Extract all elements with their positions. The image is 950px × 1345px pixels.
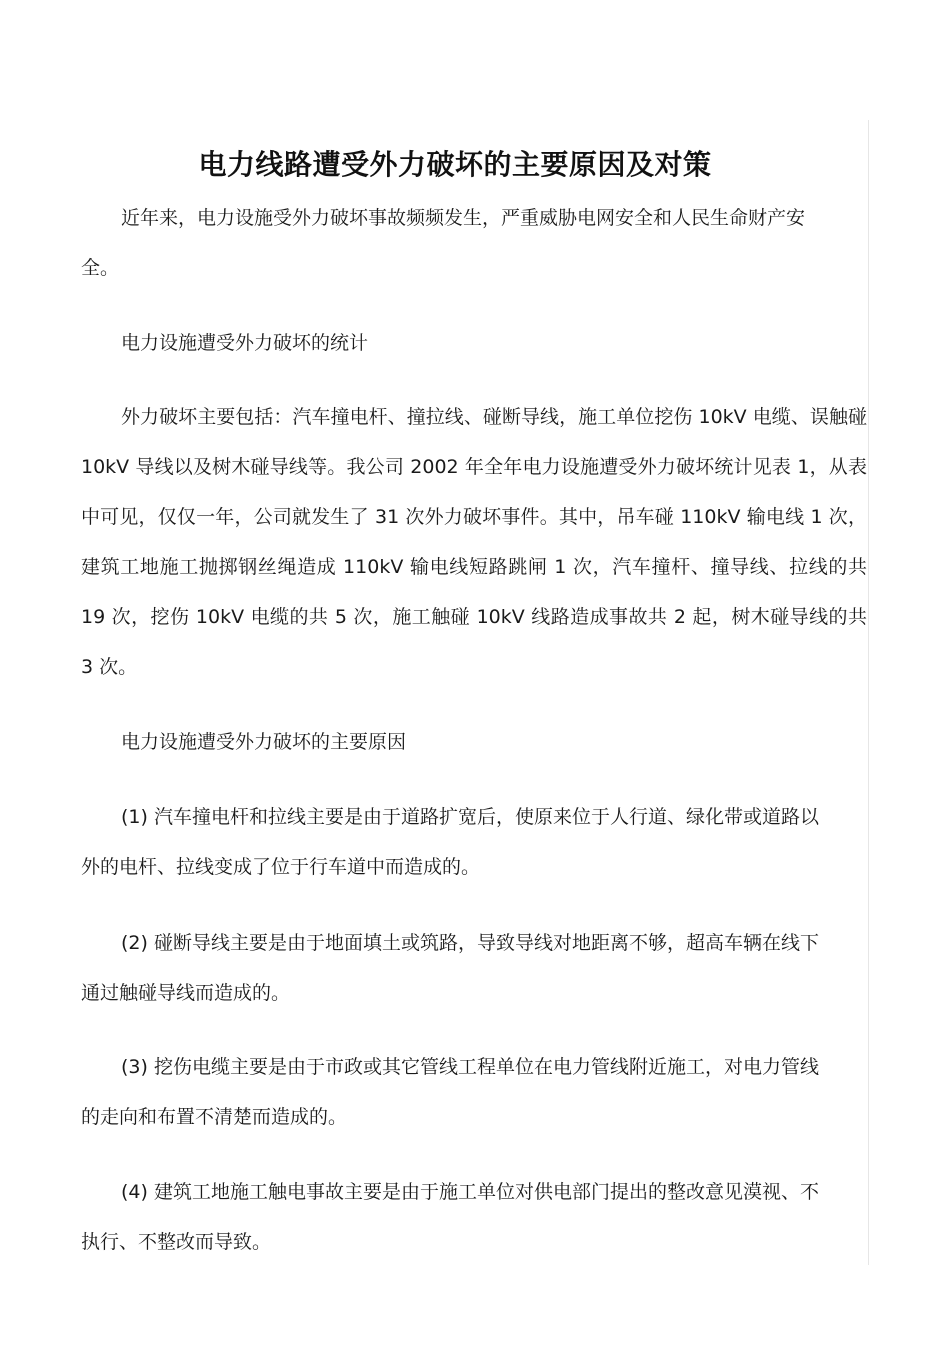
document-title: 电力线路遭受外力破坏的主要原因及对策 bbox=[198, 147, 712, 181]
section-heading-causes: 电力设施遭受外力破坏的主要原因 bbox=[121, 731, 407, 753]
statistics-paragraph: 外力破坏主要包括：汽车撞电杆、撞拉线、碰断导线，施工单位挖伤 10kV 电缆、误触碰 10kV 导线以及树木碰导线等。我公司 2002 年全年电力设施遭受外力破坏统计见表 1，从表中可见，仅仅一年，公司就发生了 31 次外力破坏事件。其中，吊车碰 110kV 输电线 1 次，建筑工地施工抛掷钢丝绳造成 110kV 输电线短路跳闸 1 次，汽车撞杆、撞导线、拉线的共 19 次，挖伤 10kV 电缆的共 5 次，施工触碰 10kV 线路造成事故共 2 起，树木碰导线的共 3 次。 bbox=[81, 406, 867, 678]
intro-paragraph: 近年来，电力设施受外力破坏事故频频发生，严重威胁电网安全和人民生命财产安全。 bbox=[81, 207, 806, 279]
section-heading-statistics: 电力设施遭受外力破坏的统计 bbox=[121, 332, 369, 354]
cause-item-4: (4) 建筑工地施工触电事故主要是由于施工单位对供电部门提出的整改意见漠视、不执行、不整改而导致。 bbox=[81, 1181, 819, 1253]
cause-item-3: (3) 挖伤电缆主要是由于市政或其它管线工程单位在电力管线附近施工，对电力管线的走向和布置不清楚而造成的。 bbox=[81, 1056, 819, 1128]
cause-item-2: (2) 碰断导线主要是由于地面填土或筑路，导致导线对地距离不够，超高车辆在线下通过触碰导线而造成的。 bbox=[81, 932, 819, 1004]
cause-item-1: (1) 汽车撞电杆和拉线主要是由于道路扩宽后，使原来位于人行道、绿化带或道路以外的电杆、拉线变成了位于行车道中而造成的。 bbox=[81, 806, 819, 878]
page-edge-line bbox=[868, 120, 869, 1265]
